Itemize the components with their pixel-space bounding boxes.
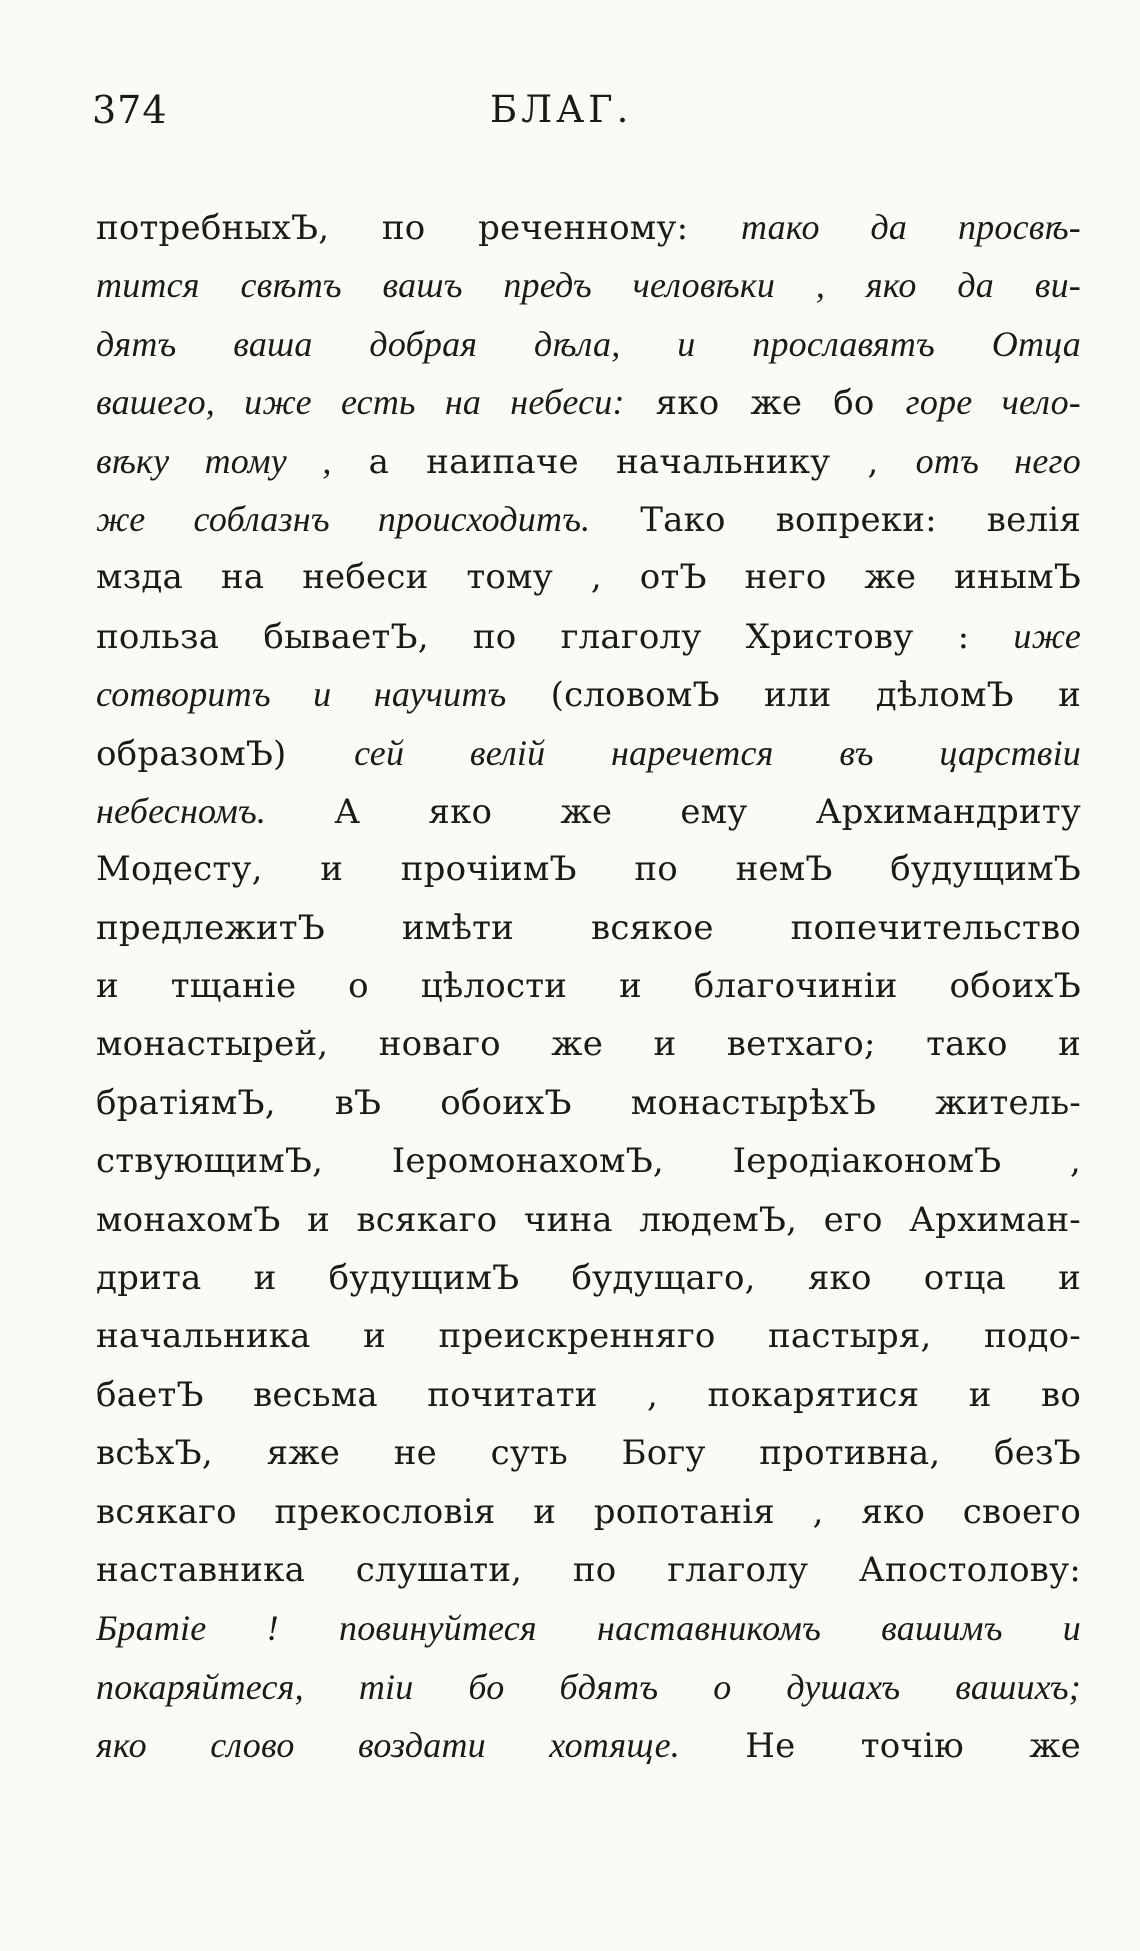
- text-line: [96, 607, 1081, 665]
- italic-segment: вашего, иже есть на небеси:: [96, 382, 625, 423]
- text-line: [96, 840, 1081, 898]
- roman-segment: монахомЪ и всякаго чина людемЪ, его Архиман-: [96, 1199, 1081, 1240]
- text-line: [96, 432, 1081, 490]
- text-line: [96, 1599, 1081, 1657]
- page-header: [92, 88, 1072, 148]
- text-line: [96, 1716, 1081, 1774]
- roman-segment: начальника и преискренняго пастыря, подо-: [96, 1316, 1081, 1357]
- text-line: [96, 548, 1081, 606]
- roman-segment: баетЪ весьма почитати , покарятися и во: [96, 1374, 1081, 1415]
- text-line: [96, 1658, 1081, 1716]
- roman-segment: наставника слушати, по глаголу Апостолову:: [96, 1549, 1081, 1590]
- text-line: [96, 1424, 1081, 1482]
- roman-segment: образомЪ): [96, 733, 355, 774]
- text-line: [96, 899, 1081, 957]
- text-line: [96, 256, 1081, 314]
- italic-segment: сотворитъ и научитъ: [96, 674, 507, 715]
- text-line: [96, 198, 1081, 256]
- italic-segment: отъ него: [915, 440, 1081, 481]
- text-line: [96, 1074, 1081, 1132]
- text-line: [96, 782, 1081, 840]
- italic-segment: покаряйтеся, тіи бо бдятъ о душахъ вашихъ;: [96, 1666, 1081, 1707]
- italic-segment: дятъ ваша добрая дѣла, и прославятъ Отца: [96, 323, 1081, 364]
- italic-segment: яко слово воздати хотяще.: [96, 1725, 680, 1766]
- italic-segment: Братіе ! повинуйтеся наставникомъ вашимъ и: [96, 1608, 1081, 1649]
- text-line: [96, 1307, 1081, 1365]
- roman-segment: монастырей, новаго же и ветхаго; тако и: [96, 1024, 1081, 1065]
- text-line: [96, 490, 1081, 548]
- roman-segment: а наипаче начальнику ,: [331, 441, 916, 482]
- text-line: [96, 1483, 1081, 1541]
- roman-segment: ствующимЪ, ІеромонахомЪ, ІеродіакономЪ ,: [96, 1141, 1081, 1182]
- text-line: [96, 1541, 1081, 1599]
- italic-segment: иже: [1013, 615, 1081, 656]
- roman-segment: А яко же ему Архимандриту: [266, 791, 1081, 832]
- roman-segment: яко же бо: [624, 383, 906, 424]
- roman-segment: потребныхЪ, по реченному:: [96, 208, 741, 248]
- text-line: [96, 724, 1081, 782]
- italic-segment: небесномъ.: [96, 790, 267, 831]
- text-line: [96, 1366, 1081, 1424]
- roman-segment: Тако вопреки: велія: [590, 499, 1081, 540]
- page-number: 374: [92, 88, 168, 132]
- text-line: [96, 1191, 1081, 1249]
- roman-segment: польза бываетЪ, по глаголу Христову :: [96, 616, 1014, 657]
- text-line: [96, 373, 1081, 431]
- roman-segment: и тщаніе о цѣлости и благочиніи обоихЪ: [96, 966, 1081, 1007]
- roman-segment: Не точію же: [680, 1726, 1081, 1767]
- running-head: БЛАГ.: [490, 88, 633, 131]
- roman-segment: (словомЪ или дѣломЪ и: [506, 675, 1081, 716]
- text-line: [96, 315, 1081, 373]
- text-line: [96, 665, 1081, 723]
- roman-segment: братіямЪ, вЪ обоихЪ монастырѣхЪ житель-: [96, 1082, 1081, 1123]
- italic-segment: горе чело-: [905, 382, 1081, 423]
- body-text: [96, 198, 1081, 1775]
- italic-segment: же соблазнъ происходитъ.: [96, 498, 591, 539]
- italic-segment: вѣку тому ,: [96, 440, 332, 481]
- roman-segment: дрита и будущимЪ будущаго, яко отца и: [96, 1258, 1081, 1299]
- text-line: [96, 1132, 1081, 1190]
- text-line: [96, 957, 1081, 1015]
- roman-segment: всякаго прекословія и ропотанія , яко своего: [96, 1491, 1081, 1532]
- italic-segment: тако да просвѣ-: [740, 207, 1081, 247]
- roman-segment: всѣхЪ, яже не суть Богу противна, безЪ: [96, 1433, 1081, 1474]
- text-line: [96, 1249, 1081, 1307]
- italic-segment: сей велій наречется въ царствіи: [354, 732, 1081, 773]
- roman-segment: предлежитЪ имѣти всякое попечительство: [96, 907, 1081, 948]
- roman-segment: мзда на небеси тому , отЪ него же инымЪ: [96, 557, 1081, 598]
- text-line: [96, 1015, 1081, 1073]
- italic-segment: тится свѣтъ вашъ предъ человѣки , яко да ви-: [96, 265, 1081, 306]
- roman-segment: Модесту, и прочіимЪ по немЪ будущимЪ: [96, 849, 1081, 890]
